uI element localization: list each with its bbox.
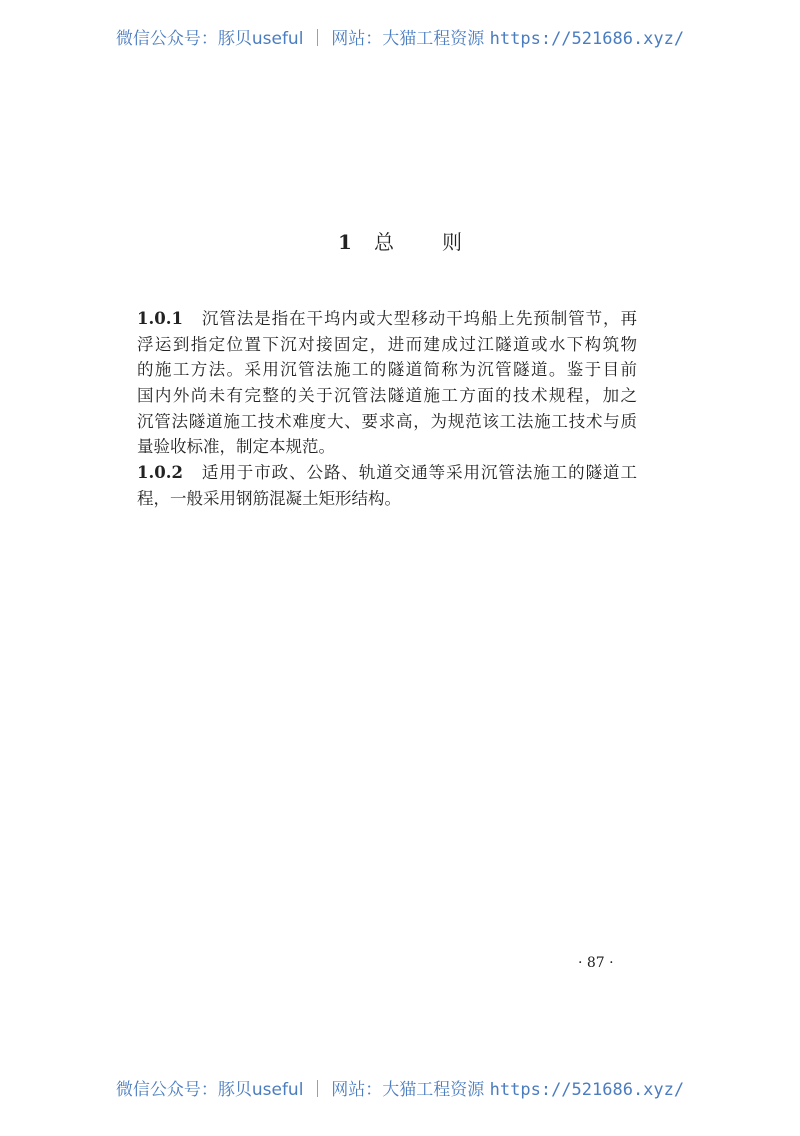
chapter-title-part1: 总 — [373, 230, 394, 254]
clause-line — [137, 306, 637, 332]
chapter-number: 1 — [338, 230, 352, 254]
clause-line — [137, 460, 637, 486]
clause-number: 1.0.2 — [137, 463, 183, 483]
chapter-title — [0, 226, 800, 255]
page-number: · 87 · — [578, 955, 614, 971]
clause-text: 沉管法是指在干坞内或大型移动干坞船上先预制管节，再 — [200, 309, 637, 328]
clause-line: 程，一般采用钢筋混凝土矩形结构。 — [137, 488, 401, 508]
clause-line: 的施工方法。采用沉管法施工的隧道简称为沉管隧道。鉴于目前 — [137, 360, 637, 380]
watermark-url: https://521686.xyz/ — [489, 29, 685, 49]
watermark-label: 微信公众号：豚贝useful ｜ 网站：大猫工程资源 — [115, 29, 485, 49]
watermark-top — [0, 24, 800, 49]
clause-line: 量验收标准，制定本规范。 — [137, 437, 335, 457]
watermark-label: 微信公众号：豚贝useful ｜ 网站：大猫工程资源 — [115, 1080, 485, 1100]
watermark-url: https://521686.xyz/ — [489, 1080, 685, 1100]
chapter-title-part2: 则 — [441, 230, 462, 254]
clause-text: 适用于市政、公路、轨道交通等采用沉管法施工的隧道工 — [200, 463, 637, 483]
clause-line: 沉管法隧道施工技术难度大、要求高，为规范该工法施工技术与质 — [137, 411, 637, 431]
clause-line: 浮运到指定位置下沉对接固定，进而建成过江隧道或水下构筑物 — [137, 334, 637, 354]
watermark-bottom — [0, 1075, 800, 1100]
clause-number: 1.0.1 — [137, 309, 183, 328]
clause-line: 国内外尚未有完整的关于沉管法隧道施工方面的技术规程，加之 — [137, 386, 637, 406]
chapter-body — [137, 306, 637, 512]
